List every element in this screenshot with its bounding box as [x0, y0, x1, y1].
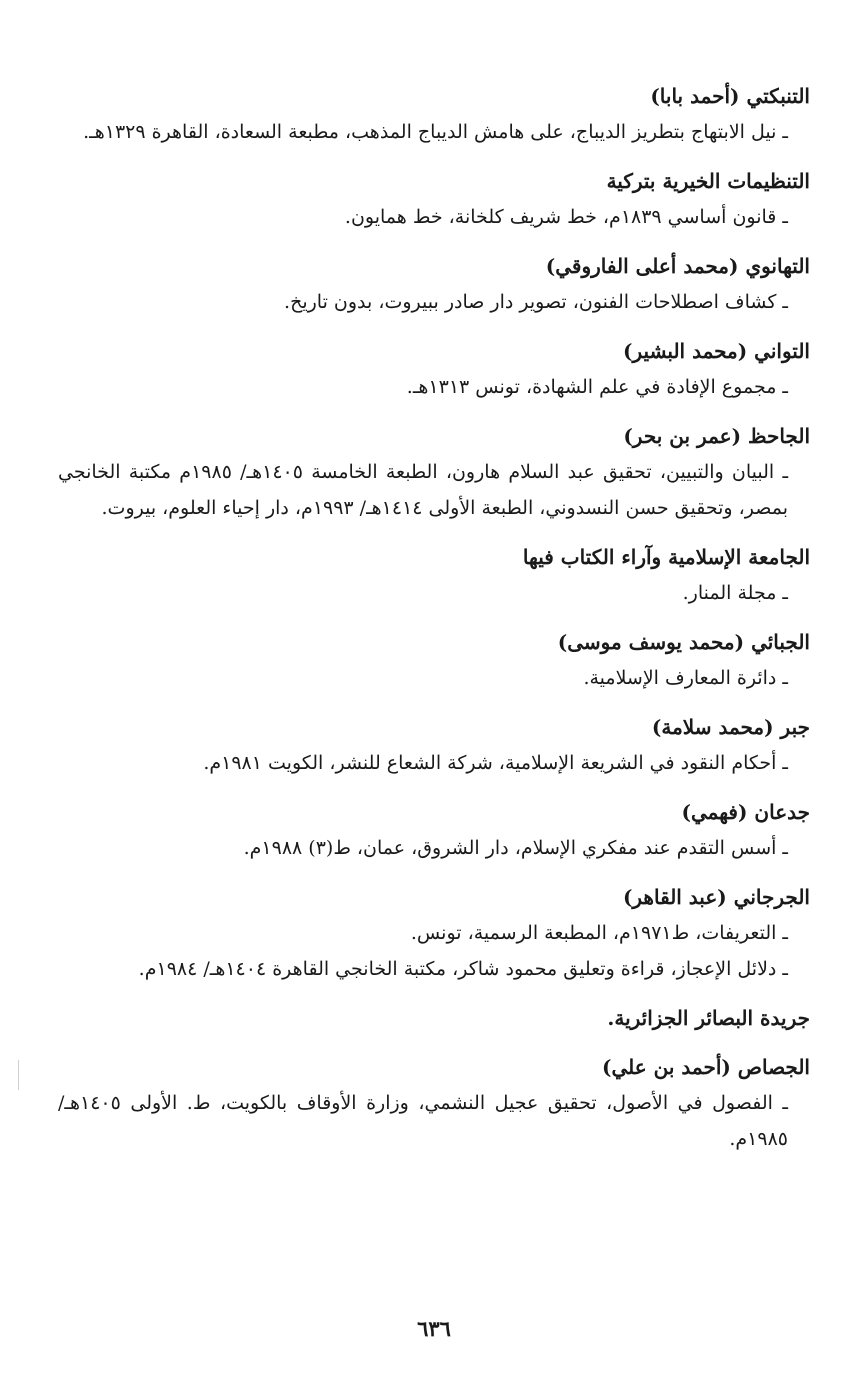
bibliography-entry: [58, 794, 810, 866]
entry-author: الجصاص (أحمد بن علي): [602, 1055, 810, 1079]
bibliography-entry: [58, 709, 810, 781]
entry-author: الجامعة الإسلامية وآراء الكتاب فيها: [522, 545, 810, 569]
entry-work: ـ التعريفات، ط١٩٧١م، المطبعة الرسمية، تونس.: [410, 922, 788, 944]
bibliography-entry: [58, 248, 810, 320]
bibliography-entry: [58, 1049, 810, 1157]
entry-work: ـ أحكام النقود في الشريعة الإسلامية، شركة الشعاع للنشر، الكويت ١٩٨١م.: [203, 752, 788, 774]
bibliography-entry: [58, 163, 810, 235]
entry-author: الجبائي (محمد يوسف موسى): [557, 630, 810, 654]
entry-work: ـ أسس التقدم عند مفكري الإسلام، دار الشروق، عمان، ط(٣) ١٩٨٨م.: [243, 837, 788, 859]
entry-work: ـ كشاف اصطلاحات الفنون، تصوير دار صادر ببيروت، بدون تاريخ.: [284, 291, 788, 313]
bibliography-entry: [58, 78, 810, 150]
page-number: ٦٣٦: [417, 1316, 451, 1341]
entry-work: ـ نيل الابتهاج بتطريز الديباج، على هامش الديباج المذهب، مطبعة السعادة، القاهرة ١٣٢٩هـ.: [83, 121, 788, 143]
bibliography-entry: [58, 879, 810, 987]
entry-author: التواني (محمد البشير): [623, 339, 810, 363]
bibliography-entry: [58, 333, 810, 405]
entry-work: ـ قانون أساسي ١٨٣٩م، خط شريف كلخانة، خط همايون.: [344, 206, 788, 228]
entry-work: ـ الفصول في الأصول، تحقيق عجيل النشمي، وزارة الأوقاف بالكويت، ط. الأولى ١٤٠٥هـ/ ١٩٨٥م.: [58, 1092, 788, 1150]
entry-work: ـ مجموع الإفادة في علم الشهادة، تونس ١٣١٣هـ.: [406, 376, 788, 398]
entry-author: الجرجاني (عبد القاهر): [622, 885, 810, 909]
bibliography-entry: [58, 539, 810, 611]
entry-work: ـ دائرة المعارف الإسلامية.: [583, 667, 788, 689]
bibliography-page: [58, 78, 810, 1170]
entry-author: التنبكتي (أحمد بابا): [650, 84, 810, 108]
entry-work: ـ دلائل الإعجاز، قراءة وتعليق محمود شاكر، مكتبة الخانجي القاهرة ١٤٠٤هـ/ ١٩٨٤م.: [138, 958, 788, 980]
margin-mark: [18, 1060, 19, 1090]
entry-work: ـ مجلة المنار.: [682, 582, 788, 604]
bibliography-entry: [58, 418, 810, 526]
entry-author: التنظيمات الخيرية بتركية: [606, 169, 810, 193]
entry-author: جدعان (فهمي): [681, 800, 810, 824]
bibliography-entry: [58, 1000, 810, 1036]
entry-work: ـ البيان والتبيين، تحقيق عبد السلام هارون، الطبعة الخامسة ١٤٠٥هـ/ ١٩٨٥م مكتبة الخانجي بمصر، وتحقيق حسن النسدوني، الطبعة الأولى ١٤١٤هـ/ ١٩٩٣م، دار إحياء العلوم، بيروت.: [58, 461, 789, 519]
entry-author: جبر (محمد سلامة): [651, 715, 810, 739]
bibliography-entry: [58, 624, 810, 696]
entry-author: التهانوي (محمد أعلى الفاروقي): [545, 254, 810, 278]
entry-author: جريدة البصائر الجزائرية.: [607, 1006, 810, 1030]
entry-author: الجاحظ (عمر بن بحر): [623, 424, 810, 448]
